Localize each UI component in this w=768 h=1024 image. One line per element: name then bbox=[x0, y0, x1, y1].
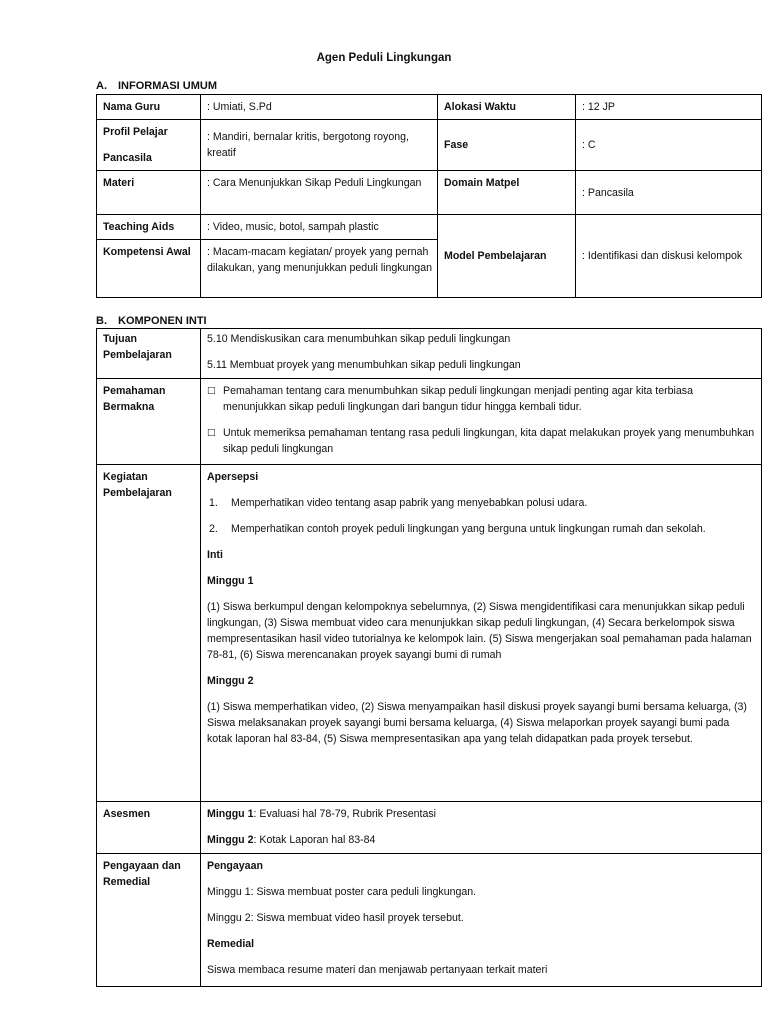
bullet-box-icon: □ bbox=[207, 428, 216, 438]
section-b-heading bbox=[96, 315, 207, 327]
pengayaan-label-line2: Remedial bbox=[103, 876, 151, 888]
pengayaan-minggu1: Minggu 1: Siswa membuat poster cara peduli lingkungan. bbox=[207, 886, 477, 898]
domain-matpel-label: Domain Matpel bbox=[438, 171, 576, 215]
teaching-aids-label: Teaching Aids bbox=[97, 215, 201, 240]
asesmen-m1-text: : Evaluasi hal 78-79, Rubrik Presentasi bbox=[253, 808, 437, 820]
profil-pelajar-value: : Mandiri, bernalar kritis, bergotong royong, kreatif bbox=[201, 120, 438, 171]
profil-label-line1: Profil Pelajar bbox=[103, 126, 168, 138]
asesmen-m2-text: : Kotak Laporan hal 83-84 bbox=[253, 834, 376, 846]
minggu1-title: Minggu 1 bbox=[207, 575, 254, 587]
kegiatan-label: Kegiatan Pembelajaran bbox=[97, 465, 201, 802]
section-b-number: B. bbox=[96, 315, 107, 327]
asesmen-minggu1 bbox=[207, 806, 756, 822]
apersepsi-number: 1. bbox=[209, 497, 218, 509]
section-a-label: INFORMASI UMUM bbox=[118, 80, 217, 92]
domain-matpel-value: : Pancasila bbox=[576, 171, 762, 215]
pemahaman-content bbox=[201, 379, 762, 465]
pengayaan-minggu2: Minggu 2: Siswa membuat video hasil proyek tersebut. bbox=[207, 912, 464, 924]
materi-value: : Cara Menunjukkan Sikap Peduli Lingkungan bbox=[201, 171, 438, 215]
pengayaan-label-line1: Pengayaan dan bbox=[103, 860, 181, 872]
pemahaman-label: Pemahaman Bermakna bbox=[97, 379, 201, 465]
asesmen-m2-label: Minggu 2 bbox=[207, 834, 254, 846]
alokasi-waktu-value: : 12 JP bbox=[576, 95, 762, 120]
tujuan-content bbox=[201, 329, 762, 379]
pengayaan-title: Pengayaan bbox=[207, 860, 263, 872]
nama-guru-value: : Umiati, S.Pd bbox=[201, 95, 438, 120]
kompetensi-awal-label: Kompetensi Awal bbox=[97, 240, 201, 298]
minggu1-text: (1) Siswa berkumpul dengan kelompoknya sebelumnya, (2) Siswa mengidentifikasi cara menunjukkan sikap peduli lingkungan, (3) Siswa membuat video cara menunjukkan sikap peduli lingkungan, (4) Secara berkelompok siswa mempresentasikan hasil video tutorialnya ke kelompok lain. (5) Siswa mengerjakan soal pemahaman pada halaman 78-81, (6) Siswa merencanakan proyek sayangi bumi di rumah bbox=[207, 601, 752, 661]
inti-title: Inti bbox=[207, 549, 223, 561]
minggu2-title: Minggu 2 bbox=[207, 675, 254, 687]
asesmen-minggu2 bbox=[207, 832, 756, 848]
kompetensi-awal-value: : Macam-macam kegiatan/ proyek yang pernah dilakukan, yang menunjukkan peduli lingkungan bbox=[201, 240, 438, 298]
profil-label-line2: Pancasila bbox=[103, 152, 152, 164]
pengayaan-remedial-label bbox=[97, 854, 201, 987]
asesmen-label: Asesmen bbox=[97, 802, 201, 854]
remedial-text: Siswa membaca resume materi dan menjawab pertanyaan terkait materi bbox=[207, 964, 548, 976]
komponen-inti-table bbox=[96, 328, 762, 987]
apersepsi-item bbox=[207, 521, 756, 537]
materi-label: Materi bbox=[97, 171, 201, 215]
pemahaman-item-text: Untuk memeriksa pemahaman tentang rasa peduli lingkungan, kita dapat melakukan proyek yang menumbuhkan sikap peduli lingkungan bbox=[223, 427, 755, 455]
pemahaman-item bbox=[207, 383, 756, 415]
minggu2-text: (1) Siswa memperhatikan video, (2) Siswa menyampaikan hasil diskusi proyek sayangi bumi bersama keluarga, (3) Siswa melaksanakan proyek sayangi bumi bersama keluarga, (4) Siswa melaporkan proyek sayangi bumi pada kotak laporan hal 83-84, (5) Siswa mempresentasikan apa yang telah didapatkan pada proyek tersebut. bbox=[207, 701, 747, 745]
apersepsi-text: Memperhatikan video tentang asap pabrik yang menyebabkan polusi udara. bbox=[231, 497, 588, 509]
model-pembelajaran-label: Model Pembelajaran bbox=[438, 215, 576, 298]
model-pembelajaran-value: : Identifikasi dan diskusi kelompok bbox=[576, 215, 762, 298]
tujuan-item: 5.11 Membuat proyek yang menumbuhkan sikap peduli lingkungan bbox=[207, 359, 521, 371]
teaching-aids-value: : Video, music, botol, sampah plastic bbox=[201, 215, 438, 240]
informasi-umum-table bbox=[96, 94, 762, 298]
apersepsi-number: 2. bbox=[209, 523, 218, 535]
asesmen-m1-label: Minggu 1 bbox=[207, 808, 254, 820]
remedial-title: Remedial bbox=[207, 938, 255, 950]
profil-pelajar-label bbox=[97, 120, 201, 171]
nama-guru-label: Nama Guru bbox=[97, 95, 201, 120]
pemahaman-item bbox=[207, 425, 756, 457]
document-title: Agen Peduli Lingkungan bbox=[316, 52, 452, 64]
section-a-number: A. bbox=[96, 80, 107, 92]
tujuan-item: 5.10 Mendiskusikan cara menumbuhkan sikap peduli lingkungan bbox=[207, 333, 511, 345]
bullet-box-icon: □ bbox=[207, 386, 216, 396]
section-a-heading bbox=[96, 80, 217, 92]
fase-label: Fase bbox=[438, 120, 576, 171]
kegiatan-content bbox=[201, 465, 762, 802]
pengayaan-remedial-content bbox=[201, 854, 762, 987]
alokasi-waktu-label: Alokasi Waktu bbox=[438, 95, 576, 120]
asesmen-content bbox=[201, 802, 762, 854]
section-b-label: KOMPONEN INTI bbox=[118, 315, 207, 327]
apersepsi-text: Memperhatikan contoh proyek peduli lingkungan yang berguna untuk lingkungan rumah dan sekolah. bbox=[231, 523, 706, 535]
tujuan-label: Tujuan Pembelajaran bbox=[97, 329, 201, 379]
apersepsi-title: Apersepsi bbox=[207, 471, 259, 483]
apersepsi-item bbox=[207, 495, 756, 511]
fase-value: : C bbox=[576, 120, 762, 171]
pemahaman-item-text: Pemahaman tentang cara menumbuhkan sikap peduli lingkungan menjadi penting agar kita terbiasa menunjukkan sikap peduli lingkungan dari bangun tidur hingga kembali tidur. bbox=[223, 385, 693, 413]
